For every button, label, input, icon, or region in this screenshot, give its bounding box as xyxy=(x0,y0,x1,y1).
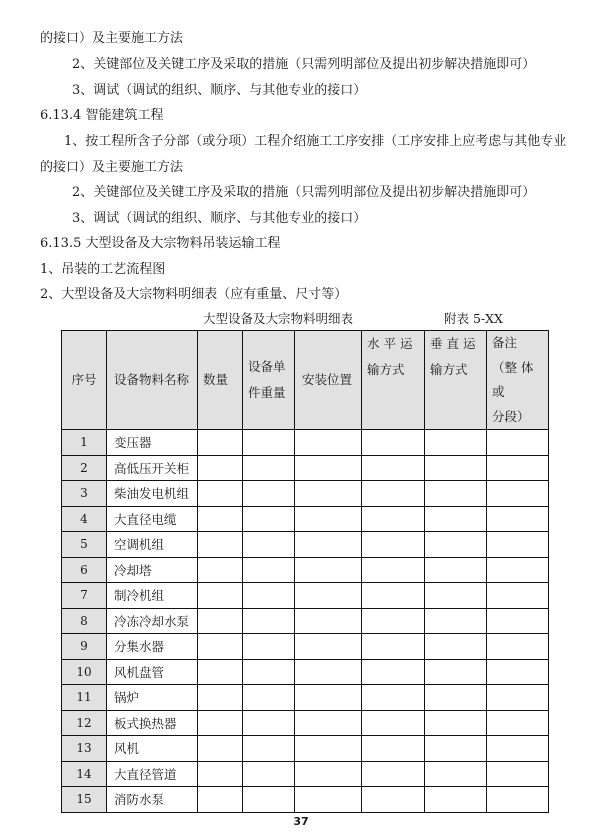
remarks-cell xyxy=(487,608,549,634)
vertical-transport-cell xyxy=(425,430,487,456)
equipment-name-cell: 大直径管道 xyxy=(107,761,198,787)
vertical-transport-cell xyxy=(425,608,487,634)
equipment-name-cell: 变压器 xyxy=(107,430,198,456)
qty-cell xyxy=(198,481,243,507)
equipment-name-cell: 冷冻冷却水泵 xyxy=(107,608,198,634)
location-cell xyxy=(295,608,362,634)
row-number-cell: 3 xyxy=(62,481,107,507)
table-row xyxy=(62,710,549,736)
vertical-transport-cell xyxy=(425,710,487,736)
weight-cell xyxy=(243,608,295,634)
horizontal-transport-cell xyxy=(362,685,425,711)
table-row xyxy=(62,430,549,456)
qty-cell xyxy=(198,736,243,762)
vertical-transport-cell xyxy=(425,532,487,558)
remarks-cell xyxy=(487,736,549,762)
qty-cell xyxy=(198,710,243,736)
vertical-transport-cell xyxy=(425,685,487,711)
horizontal-transport-cell xyxy=(362,761,425,787)
body-line: 3、调试（调试的组织、顺序、与其他专业的接口） xyxy=(72,211,367,226)
horizontal-transport-cell xyxy=(362,532,425,558)
remarks-cell xyxy=(487,787,549,813)
table-header-row xyxy=(62,331,549,430)
weight-cell xyxy=(243,532,295,558)
equipment-name-cell: 柴油发电机组 xyxy=(107,481,198,507)
table-row xyxy=(62,608,549,634)
horizontal-transport-cell xyxy=(362,430,425,456)
weight-cell xyxy=(243,659,295,685)
equipment-name-cell: 高低压开关柜 xyxy=(107,455,198,481)
qty-cell xyxy=(198,506,243,532)
horizontal-transport-cell xyxy=(362,506,425,532)
equipment-name-cell: 冷却塔 xyxy=(107,557,198,583)
table-row xyxy=(62,736,549,762)
location-cell xyxy=(295,787,362,813)
remarks-cell xyxy=(487,481,549,507)
header-cell-location: 安装位置 xyxy=(295,331,362,430)
equipment-name-cell: 制冷机组 xyxy=(107,583,198,609)
header-cell-no: 序号 xyxy=(62,331,107,430)
row-number-cell: 10 xyxy=(62,659,107,685)
qty-cell xyxy=(198,787,243,813)
remarks-cell xyxy=(487,455,549,481)
qty-cell xyxy=(198,761,243,787)
table-row xyxy=(62,787,549,813)
location-cell xyxy=(295,685,362,711)
weight-cell xyxy=(243,685,295,711)
header-line: 备注 xyxy=(492,335,518,350)
equipment-name-cell: 空调机组 xyxy=(107,532,198,558)
row-number-cell: 6 xyxy=(62,557,107,583)
section-heading: 6.13.4 智能建筑工程 xyxy=(40,108,164,123)
row-number-cell: 7 xyxy=(62,583,107,609)
vertical-transport-cell xyxy=(425,787,487,813)
row-number-cell: 9 xyxy=(62,634,107,660)
body-line: 1、按工程所含子分部（或分项）工程介绍施工工序安排（工序安排上应考虑与其他专业 xyxy=(64,134,567,149)
equipment-name-cell: 风机 xyxy=(107,736,198,762)
vertical-transport-cell xyxy=(425,583,487,609)
row-number-cell: 5 xyxy=(62,532,107,558)
header-cell-remarks xyxy=(487,331,549,430)
horizontal-transport-cell xyxy=(362,557,425,583)
vertical-transport-cell xyxy=(425,557,487,583)
horizontal-transport-cell xyxy=(362,787,425,813)
body-line: 1、吊装的工艺流程图 xyxy=(40,262,166,277)
vertical-transport-cell xyxy=(425,506,487,532)
horizontal-transport-cell xyxy=(362,455,425,481)
remarks-cell xyxy=(487,634,549,660)
body-line: 2、关键部位及关键工序及采取的措施（只需列明部位及提出初步解决措施即可） xyxy=(72,185,536,200)
remarks-cell xyxy=(487,659,549,685)
header-cell-weight xyxy=(243,331,295,430)
table-row xyxy=(62,634,549,660)
horizontal-transport-cell xyxy=(362,659,425,685)
weight-cell xyxy=(243,455,295,481)
vertical-transport-cell xyxy=(425,634,487,660)
table-caption: 大型设备及大宗物料明细表 xyxy=(203,311,354,326)
horizontal-transport-cell xyxy=(362,710,425,736)
remarks-cell xyxy=(487,532,549,558)
horizontal-transport-cell xyxy=(362,608,425,634)
header-line: 垂 直 运 xyxy=(430,336,476,351)
vertical-transport-cell xyxy=(425,659,487,685)
row-number-cell: 1 xyxy=(62,430,107,456)
horizontal-transport-cell xyxy=(362,481,425,507)
qty-cell xyxy=(198,608,243,634)
body-line: 的接口）及主要施工方法 xyxy=(40,31,184,46)
remarks-cell xyxy=(487,506,549,532)
table-row xyxy=(62,532,549,558)
location-cell xyxy=(295,736,362,762)
table-row xyxy=(62,455,549,481)
row-number-cell: 14 xyxy=(62,761,107,787)
vertical-transport-cell xyxy=(425,481,487,507)
table-row xyxy=(62,557,549,583)
horizontal-transport-cell xyxy=(362,634,425,660)
vertical-transport-cell xyxy=(425,736,487,762)
equipment-name-cell: 分集水器 xyxy=(107,634,198,660)
location-cell xyxy=(295,659,362,685)
remarks-cell xyxy=(487,710,549,736)
remarks-cell xyxy=(487,685,549,711)
horizontal-transport-cell xyxy=(362,583,425,609)
location-cell xyxy=(295,761,362,787)
weight-cell xyxy=(243,430,295,456)
equipment-name-cell: 板式换热器 xyxy=(107,710,198,736)
qty-cell xyxy=(198,455,243,481)
weight-cell xyxy=(243,710,295,736)
location-cell xyxy=(295,506,362,532)
header-line: 分段） xyxy=(492,408,530,424)
weight-cell xyxy=(243,481,295,507)
qty-cell xyxy=(198,532,243,558)
vertical-transport-cell xyxy=(425,455,487,481)
weight-cell xyxy=(243,557,295,583)
qty-cell xyxy=(198,659,243,685)
header-line: 设备单 xyxy=(248,359,286,374)
row-number-cell: 8 xyxy=(62,608,107,634)
location-cell xyxy=(295,430,362,456)
weight-cell xyxy=(243,506,295,532)
table-row xyxy=(62,481,549,507)
equipment-table xyxy=(61,330,549,813)
weight-cell xyxy=(243,634,295,660)
body-line: 2、大型设备及大宗物料明细表（应有重量、尺寸等） xyxy=(40,287,348,302)
equipment-name-cell: 消防水泵 xyxy=(107,787,198,813)
row-number-cell: 11 xyxy=(62,685,107,711)
vertical-transport-cell xyxy=(425,761,487,787)
remarks-cell xyxy=(487,583,549,609)
header-line: 输方式 xyxy=(367,362,405,377)
qty-cell xyxy=(198,634,243,660)
qty-cell xyxy=(198,430,243,456)
header-line: 件重量 xyxy=(248,385,286,400)
location-cell xyxy=(295,557,362,583)
weight-cell xyxy=(243,761,295,787)
header-cell-qty: 数量 xyxy=(198,331,243,430)
remarks-cell xyxy=(487,761,549,787)
page-number: 37 xyxy=(293,815,309,828)
appendix-label: 附表 5-XX xyxy=(444,311,503,326)
remarks-cell xyxy=(487,557,549,583)
equipment-name-cell: 锅炉 xyxy=(107,685,198,711)
location-cell xyxy=(295,455,362,481)
header-line: 水 平 运 xyxy=(367,336,413,351)
body-line: 3、调试（调试的组织、顺序、与其他专业的接口） xyxy=(72,83,367,98)
header-cell-vertical xyxy=(425,331,487,430)
body-line: 的接口）及主要施工方法 xyxy=(40,160,184,175)
table-row xyxy=(62,506,549,532)
horizontal-transport-cell xyxy=(362,736,425,762)
qty-cell xyxy=(198,685,243,711)
header-cell-horizontal xyxy=(362,331,425,430)
weight-cell xyxy=(243,787,295,813)
equipment-name-cell: 风机盘管 xyxy=(107,659,198,685)
qty-cell xyxy=(198,557,243,583)
table-row xyxy=(62,761,549,787)
body-line: 2、关键部位及关键工序及采取的措施（只需列明部位及提出初步解决措施即可） xyxy=(72,57,536,72)
row-number-cell: 12 xyxy=(62,710,107,736)
row-number-cell: 2 xyxy=(62,455,107,481)
row-number-cell: 15 xyxy=(62,787,107,813)
location-cell xyxy=(295,481,362,507)
location-cell xyxy=(295,710,362,736)
header-line: 输方式 xyxy=(430,362,468,377)
section-heading: 6.13.5 大型设备及大宗物料吊装运输工程 xyxy=(40,236,281,251)
location-cell xyxy=(295,532,362,558)
table-row xyxy=(62,685,549,711)
location-cell xyxy=(295,634,362,660)
location-cell xyxy=(295,583,362,609)
row-number-cell: 13 xyxy=(62,736,107,762)
table-row xyxy=(62,583,549,609)
weight-cell xyxy=(243,736,295,762)
header-cell-name: 设备物料名称 xyxy=(107,331,198,430)
remarks-cell xyxy=(487,430,549,456)
equipment-name-cell: 大直径电缆 xyxy=(107,506,198,532)
row-number-cell: 4 xyxy=(62,506,107,532)
weight-cell xyxy=(243,583,295,609)
qty-cell xyxy=(198,583,243,609)
table-row xyxy=(62,659,549,685)
header-line: （整 体 或 xyxy=(492,359,534,399)
